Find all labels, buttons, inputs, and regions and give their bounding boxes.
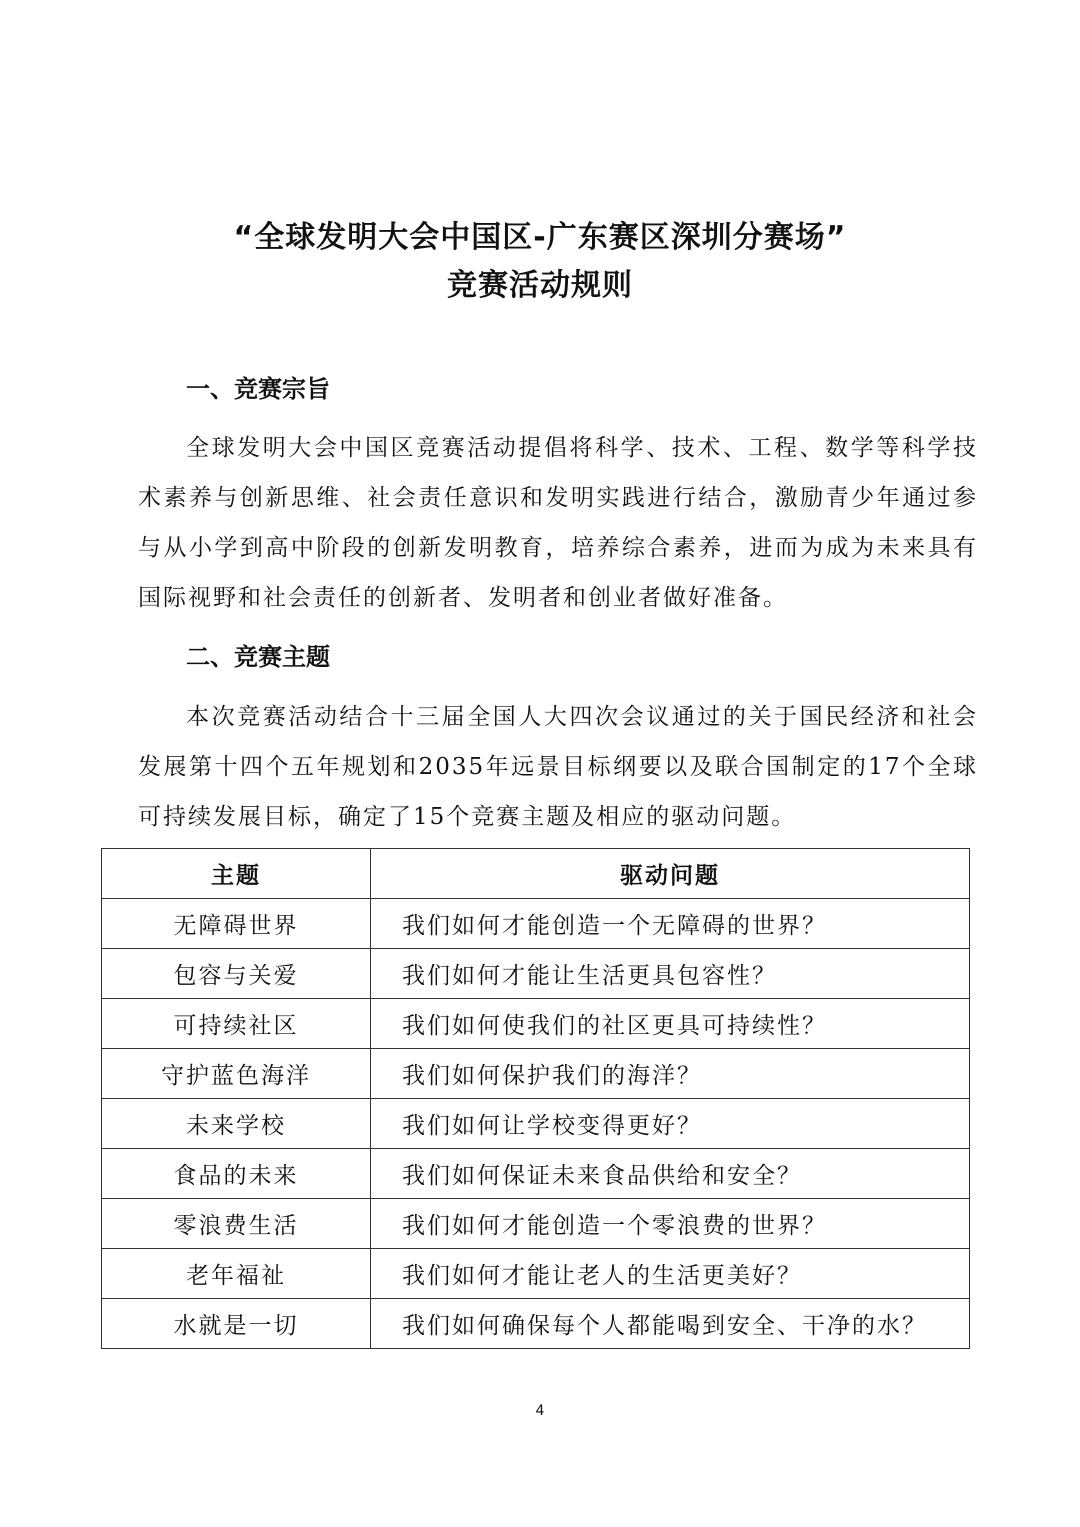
themes-table — [101, 848, 970, 1349]
theme-cell: 守护蓝色海洋 — [102, 1049, 371, 1099]
table-row — [102, 999, 970, 1049]
question-cell: 我们如何才能创造一个零浪费的世界？ — [371, 1199, 970, 1249]
theme-cell: 水就是一切 — [102, 1299, 371, 1349]
question-cell: 我们如何让学校变得更好？ — [371, 1099, 970, 1149]
question-cell: 我们如何保证未来食品供给和安全？ — [371, 1149, 970, 1199]
table-row — [102, 949, 970, 999]
section-paragraph-themes: 本次竞赛活动结合十三届全国人大四次会议通过的关于国民经济和社会发展第十四个五年规划和2035年远景目标纲要以及联合国制定的17个全球可持续发展目标，确定了15个竞赛主题及相应的驱动问题。 — [138, 704, 978, 830]
table-row — [102, 1099, 970, 1149]
table-row — [102, 1199, 970, 1249]
question-cell: 我们如何使我们的社区更具可持续性？ — [371, 999, 970, 1049]
question-cell: 我们如何才能让生活更具包容性？ — [371, 949, 970, 999]
theme-cell: 未来学校 — [102, 1099, 371, 1149]
column-header-theme: 主题 — [102, 849, 371, 899]
section-paragraph-purpose: 全球发明大会中国区竞赛活动提倡将科学、技术、工程、数学等科学技术素养与创新思维、社会责任意识和发明实践进行结合，激励青少年通过参与从小学到高中阶段的创新发明教育，培养综合素养，进而为成为未来具有国际视野和社会责任的创新者、发明者和创业者做好准备。 — [138, 435, 978, 611]
page-number: 4 — [535, 1403, 545, 1419]
column-header-driving-question: 驱动问题 — [371, 849, 970, 899]
table-row — [102, 1299, 970, 1349]
document-title-line2: 竞赛活动规则 — [447, 268, 633, 303]
question-cell: 我们如何才能创造一个无障碍的世界？ — [371, 899, 970, 949]
question-cell: 我们如何才能让老人的生活更美好？ — [371, 1249, 970, 1299]
theme-cell: 食品的未来 — [102, 1149, 371, 1199]
section-heading-themes: 二、竞赛主题 — [186, 643, 330, 671]
table-row — [102, 1049, 970, 1099]
theme-cell: 无障碍世界 — [102, 899, 371, 949]
question-cell: 我们如何保护我们的海洋？ — [371, 1049, 970, 1099]
table-row — [102, 899, 970, 949]
table-row — [102, 1149, 970, 1199]
theme-cell: 可持续社区 — [102, 999, 371, 1049]
section-heading-purpose: 一、竞赛宗旨 — [186, 375, 330, 403]
document-title-line1: “全球发明大会中国区-广东赛区深圳分赛场” — [233, 220, 847, 255]
theme-cell: 包容与关爱 — [102, 949, 371, 999]
table-row — [102, 1249, 970, 1299]
table-header-row — [102, 849, 970, 899]
theme-cell: 零浪费生活 — [102, 1199, 371, 1249]
theme-cell: 老年福祉 — [102, 1249, 371, 1299]
question-cell: 我们如何确保每个人都能喝到安全、干净的水？ — [371, 1299, 970, 1349]
